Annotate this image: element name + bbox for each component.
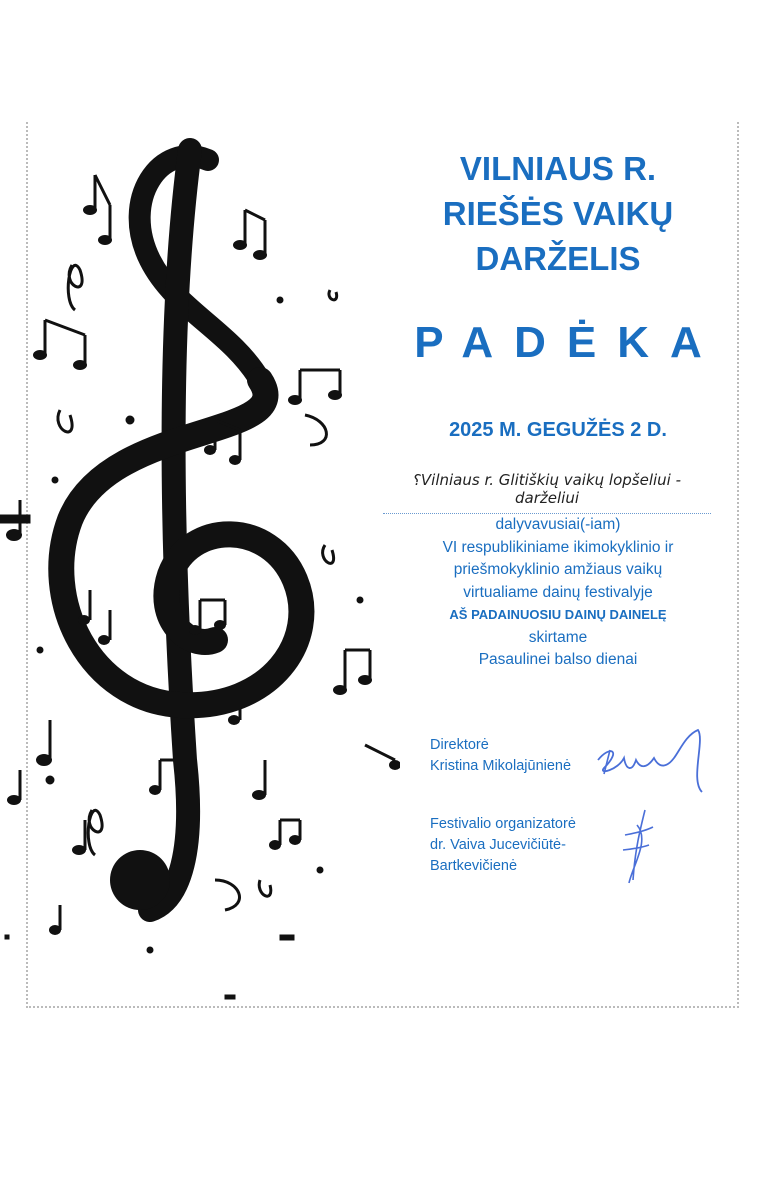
body-line-1: dalyvavusiai(-iam) — [495, 516, 621, 533]
checkmark-icon: ⸮ — [412, 471, 421, 489]
director-signature-block — [430, 735, 571, 777]
certificate-date: 2025 M. GEGUŽĖS 2 D. — [449, 419, 667, 441]
festival-name: AŠ PADAINUOSIU DAINŲ DAINELĘ — [449, 607, 667, 622]
body-line-2: VI respublikiniame ikimokyklinio ir — [442, 538, 674, 556]
organizer-handwritten-signature — [615, 805, 665, 890]
body-line-3: priešmokyklinio amžiaus vaikų — [453, 561, 663, 578]
body-line-6: Pasaulinei balso dienai — [478, 651, 638, 668]
organizer-name-line-1: dr. Vaiva Jucevičiūtė- — [430, 837, 566, 853]
organizer-signature-block — [430, 814, 576, 877]
org-line-2: RIEŠĖS VAIKŲ — [442, 195, 674, 232]
organizer-role: Festivalio organizatorė — [430, 816, 576, 832]
org-line-1: VILNIAUS R. — [459, 150, 657, 187]
director-handwritten-signature — [590, 720, 720, 810]
recipient-name — [383, 471, 711, 514]
org-line-3: DARŽELIS — [475, 240, 641, 277]
director-role: Direktorė — [430, 737, 489, 753]
body-line-5: skirtame — [528, 628, 588, 646]
certificate-body — [380, 514, 736, 672]
organizer-name-line-2: Bartkevičienė — [430, 858, 518, 874]
organization-name — [380, 146, 736, 281]
director-name: Kristina Mikolajūnienė — [430, 758, 572, 774]
recipient-text: Vilniaus r. Glitiškių vaikų lopšeliui - darželiui — [420, 471, 682, 507]
body-line-4: virtualiame dainų festivalyje — [463, 583, 653, 601]
treble-clef-music-notes-illustration — [0, 120, 400, 1010]
certificate-title: PADĖKA — [414, 318, 723, 367]
